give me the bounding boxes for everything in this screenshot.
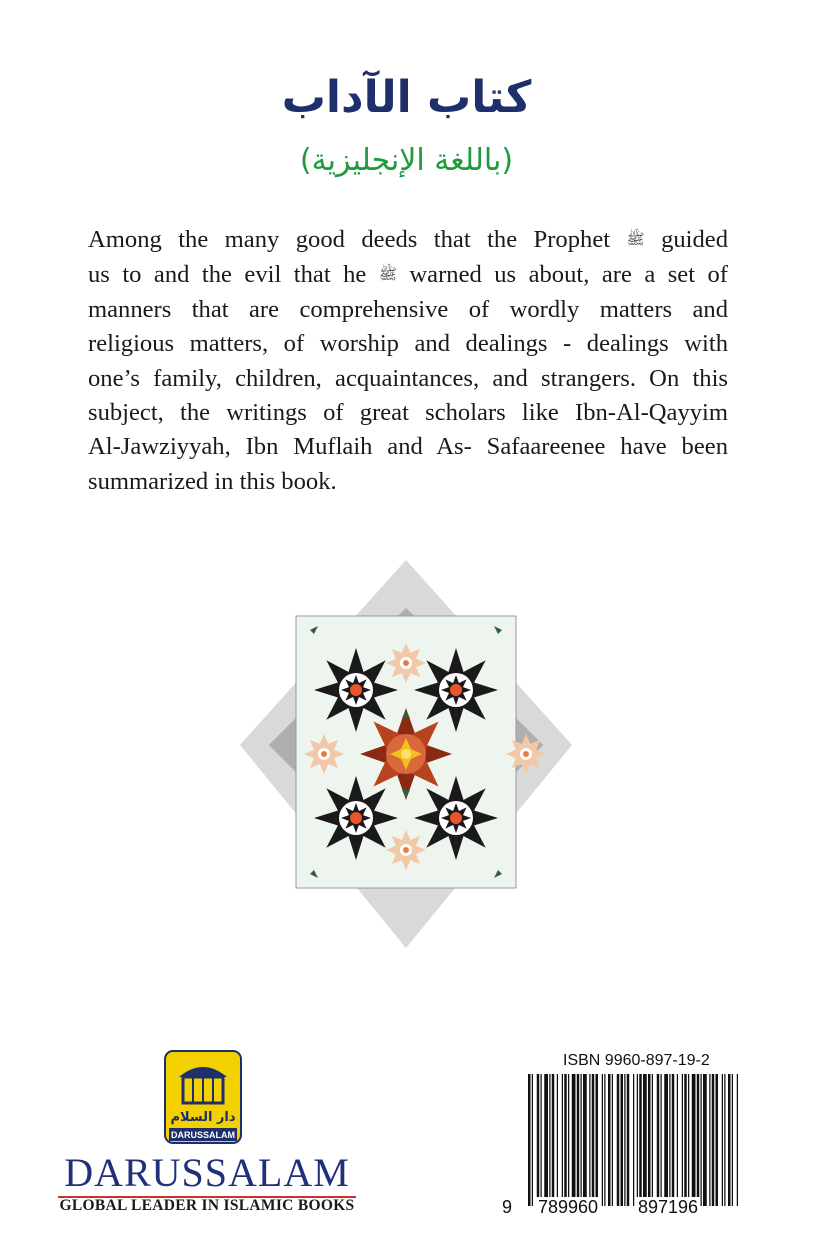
barcode — [528, 1074, 738, 1206]
arabic-subtitle: (باللغة الإنجليزية) — [299, 143, 514, 178]
description-line: religious matters, of worship and dealings - dealings with — [88, 330, 728, 358]
barcode-bar — [596, 1074, 599, 1206]
barcode-bar — [724, 1074, 725, 1206]
barcode-bar — [697, 1074, 700, 1206]
barcode-bar — [544, 1074, 548, 1206]
barcode-bar — [541, 1074, 542, 1206]
description-text: guided — [661, 226, 729, 253]
barcode-bar — [604, 1074, 605, 1206]
isbn-label: ISBN 9960-897-19-2 — [563, 1052, 710, 1069]
arabic-title: كتاب الآداب — [281, 72, 532, 123]
barcode-bar — [602, 1074, 603, 1206]
barcode-bar — [572, 1074, 576, 1206]
barcode-bar — [732, 1074, 733, 1206]
description-line: subject, the writings of great scholars like Ibn-Al-Qayyim — [88, 399, 728, 427]
barcode-bar — [592, 1074, 595, 1206]
description-line — [88, 257, 728, 292]
barcode-bar — [737, 1074, 738, 1206]
barcode-bar — [577, 1074, 580, 1206]
barcode-bar — [716, 1074, 719, 1206]
barcode-bar — [552, 1074, 555, 1206]
barcode-bar — [617, 1074, 620, 1206]
barcode-bar — [701, 1074, 702, 1206]
barcode-bar — [624, 1074, 625, 1206]
barcode-bar — [728, 1074, 731, 1206]
barcode-bar — [648, 1074, 651, 1206]
description-line: Al-Jawziyyah, Ibn Muflaih and As- Safaareenee have been — [88, 433, 728, 461]
barcode-digits-right: 897196 — [638, 1197, 699, 1217]
description-text: Among the many good deeds that the Prophet — [88, 226, 611, 253]
barcode-bar — [557, 1074, 558, 1206]
barcode-bar — [672, 1074, 675, 1206]
islamic-geometric-ornament — [240, 560, 572, 948]
description-line: one’s family, children, acquaintances, and strangers. On this — [88, 364, 728, 392]
barcode-bar — [709, 1074, 710, 1206]
barcode-bar — [608, 1074, 611, 1206]
barcode-bar — [612, 1074, 613, 1206]
barcode-bar — [581, 1074, 582, 1206]
barcode-bar — [627, 1074, 630, 1206]
publisher-name: DARUSSALAM — [64, 1150, 350, 1195]
barcode-bar — [643, 1074, 647, 1206]
barcode-bar — [583, 1074, 587, 1206]
barcode-bar — [652, 1074, 653, 1206]
barcode-bar — [589, 1074, 590, 1206]
barcode-bar — [639, 1074, 642, 1206]
barcode-digit-lead: 9 — [502, 1197, 513, 1217]
barcode-bar — [562, 1074, 563, 1206]
logo-text-arabic: دار السلام — [170, 1110, 236, 1125]
description-text: warned us about, are a set of — [409, 261, 728, 289]
description-line: manners that are comprehensive of wordly matters and — [88, 295, 728, 323]
barcode-bar — [722, 1074, 723, 1206]
book-description — [88, 222, 728, 499]
barcode-bar — [682, 1074, 683, 1206]
honorific-icon: ﷺ — [378, 265, 397, 284]
barcode-bar — [549, 1074, 550, 1206]
description-text: us to and the evil that he — [88, 261, 367, 289]
darussalam-logo-icon — [163, 1049, 243, 1145]
honorific-icon: ﷺ — [626, 230, 645, 248]
barcode-bar — [637, 1074, 638, 1206]
description-line: summarized in this book. — [88, 467, 337, 495]
barcode-bar — [537, 1074, 540, 1206]
barcode-digits-left: 789960 — [538, 1197, 599, 1217]
barcode-bar — [684, 1074, 687, 1206]
barcode-bar — [703, 1074, 707, 1206]
barcode-bar — [677, 1074, 678, 1206]
barcode-bar — [712, 1074, 715, 1206]
logo-text-english: DARUSSALAM — [171, 1130, 235, 1140]
barcode-digits — [500, 1197, 762, 1217]
barcode-bar — [669, 1074, 670, 1206]
barcode-bar — [661, 1074, 662, 1206]
barcode-bar — [568, 1074, 569, 1206]
barcode-bar — [688, 1074, 689, 1206]
barcode-bar — [692, 1074, 696, 1206]
publisher-tagline: GLOBAL LEADER IN ISLAMIC BOOKS — [59, 1197, 355, 1214]
barcode-bar — [633, 1074, 634, 1206]
description-line — [88, 222, 728, 257]
barcode-bar — [528, 1074, 531, 1206]
barcode-bar — [621, 1074, 624, 1206]
barcode-bar — [564, 1074, 567, 1206]
barcode-bar — [532, 1074, 533, 1206]
barcode-bar — [657, 1074, 660, 1206]
barcode-bar — [664, 1074, 668, 1206]
